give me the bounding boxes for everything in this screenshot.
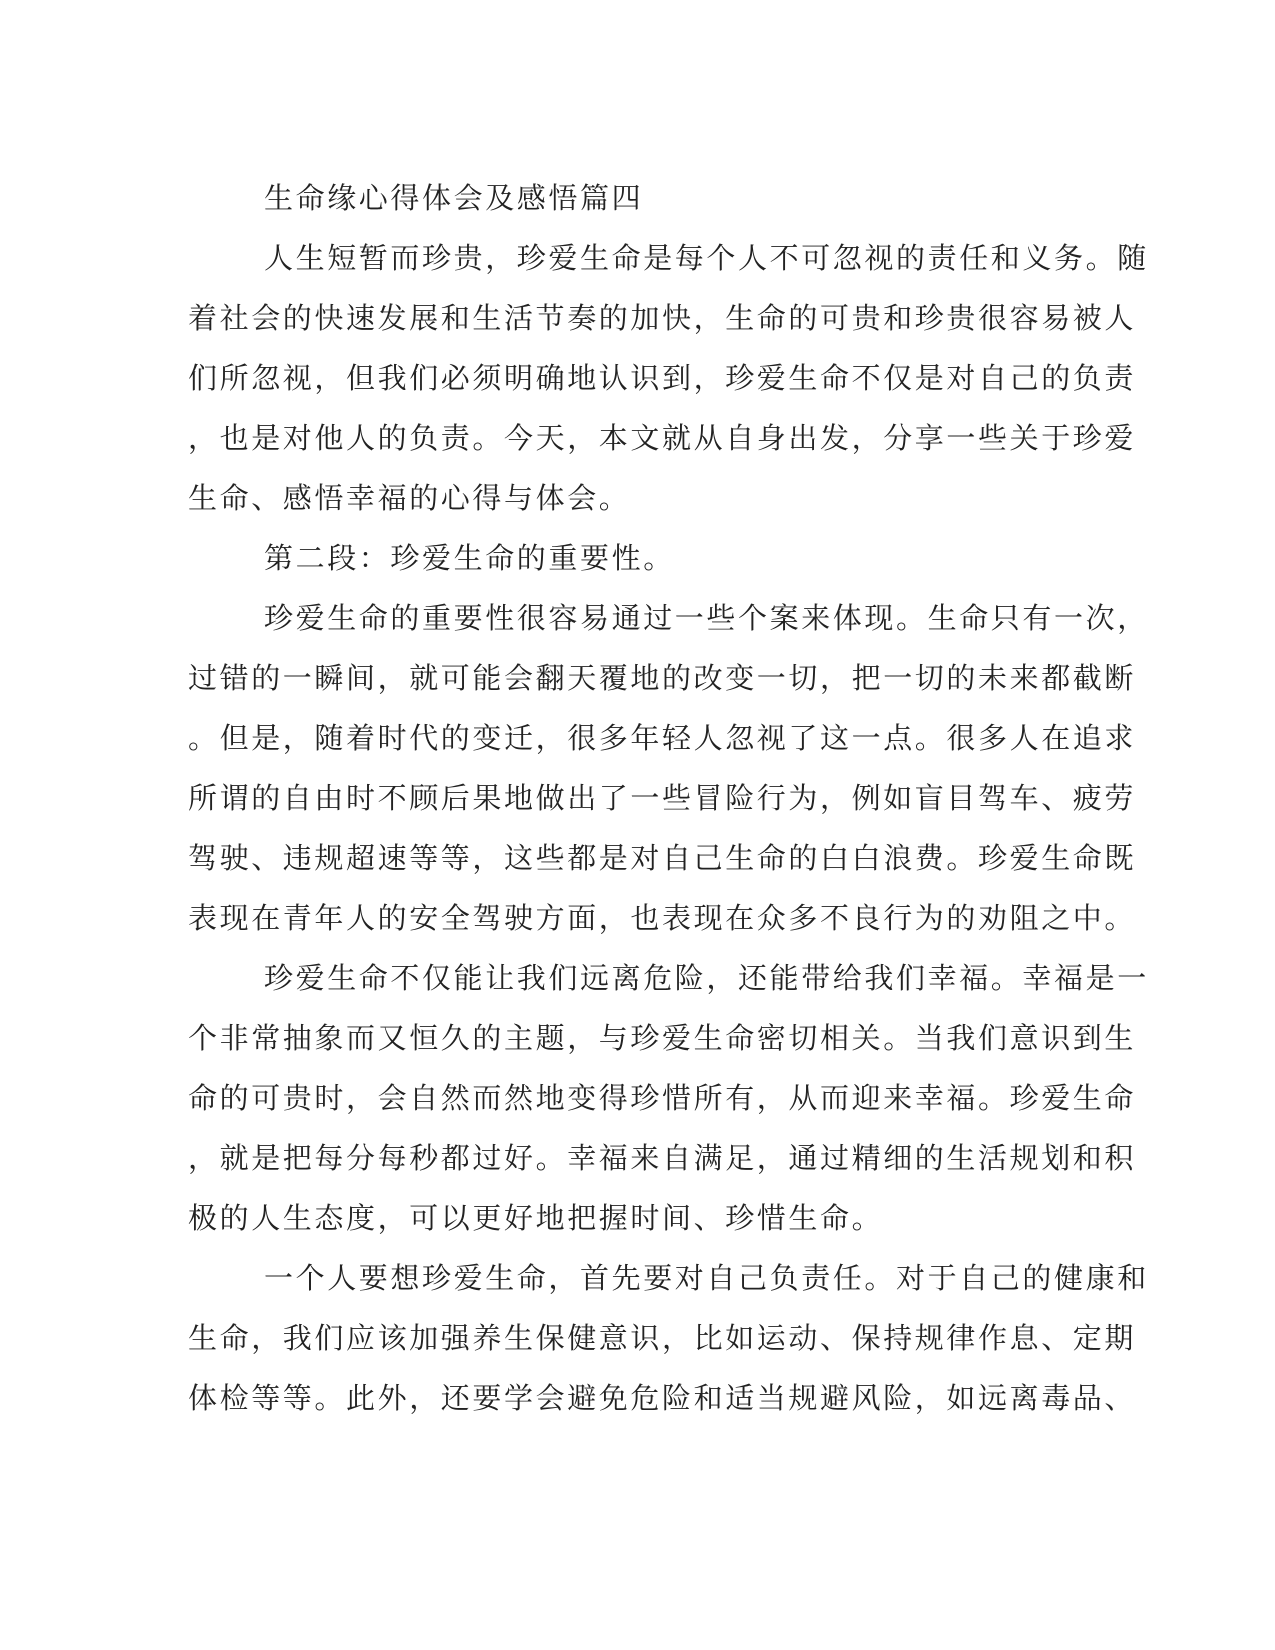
- document-body: [188, 168, 1149, 1428]
- paragraph-2-line-3: 。但是，随着时代的变迁，很多年轻人忽视了这一点。很多人在追求: [188, 721, 1137, 755]
- paragraph-3-line-5: 极的人生态度，可以更好地把握时间、珍惜生命。: [188, 1201, 884, 1235]
- paragraph-2-line-2: 过错的一瞬间，就可能会翻天覆地的改变一切，把一切的未来都截断: [188, 661, 1137, 695]
- paragraph-4-line-3: 体检等等。此外，还要学会避免危险和适当规避风险，如远离毒品、: [188, 1381, 1137, 1415]
- paragraph-2-line-5: 驾驶、违规超速等等，这些都是对自己生命的白白浪费。珍爱生命既: [188, 841, 1137, 875]
- paragraph-1-line-5: 生命、感悟幸福的心得与体会。: [188, 481, 631, 515]
- paragraph-1-line-1: 人生短暂而珍贵，珍爱生命是每个人不可忽视的责任和义务。随: [264, 241, 1149, 275]
- paragraph-3-line-1: 珍爱生命不仅能让我们远离危险，还能带给我们幸福。幸福是一: [264, 961, 1149, 995]
- paragraph-2-line-4: 所谓的自由时不顾后果地做出了一些冒险行为，例如盲目驾车、疲劳: [188, 781, 1137, 815]
- paragraph-1-line-2: 着社会的快速发展和生活节奏的加快，生命的可贵和珍贵很容易被人: [188, 301, 1137, 335]
- paragraph-2-line-1: 珍爱生命的重要性很容易通过一些个案来体现。生命只有一次，: [264, 601, 1149, 635]
- paragraph-1-line-4: ，也是对他人的负责。今天，本文就从自身出发，分享一些关于珍爱: [188, 421, 1137, 455]
- paragraph-1-line-3: 们所忽视，但我们必须明确地认识到，珍爱生命不仅是对自己的负责: [188, 361, 1137, 395]
- paragraph-3-line-3: 命的可贵时，会自然而然地变得珍惜所有，从而迎来幸福。珍爱生命: [188, 1081, 1137, 1115]
- document-title: 生命缘心得体会及感悟篇四: [264, 181, 644, 215]
- section-heading: 第二段：珍爱生命的重要性。: [264, 541, 675, 575]
- paragraph-3-line-2: 个非常抽象而又恒久的主题，与珍爱生命密切相关。当我们意识到生: [188, 1021, 1137, 1055]
- paragraph-4-line-1: 一个人要想珍爱生命，首先要对自己负责任。对于自己的健康和: [264, 1261, 1149, 1295]
- paragraph-2-line-6: 表现在青年人的安全驾驶方面，也表现在众多不良行为的劝阻之中。: [188, 901, 1137, 935]
- paragraph-3-line-4: ，就是把每分每秒都过好。幸福来自满足，通过精细的生活规划和积: [188, 1141, 1137, 1175]
- paragraph-4-line-2: 生命，我们应该加强养生保健意识，比如运动、保持规律作息、定期: [188, 1321, 1137, 1355]
